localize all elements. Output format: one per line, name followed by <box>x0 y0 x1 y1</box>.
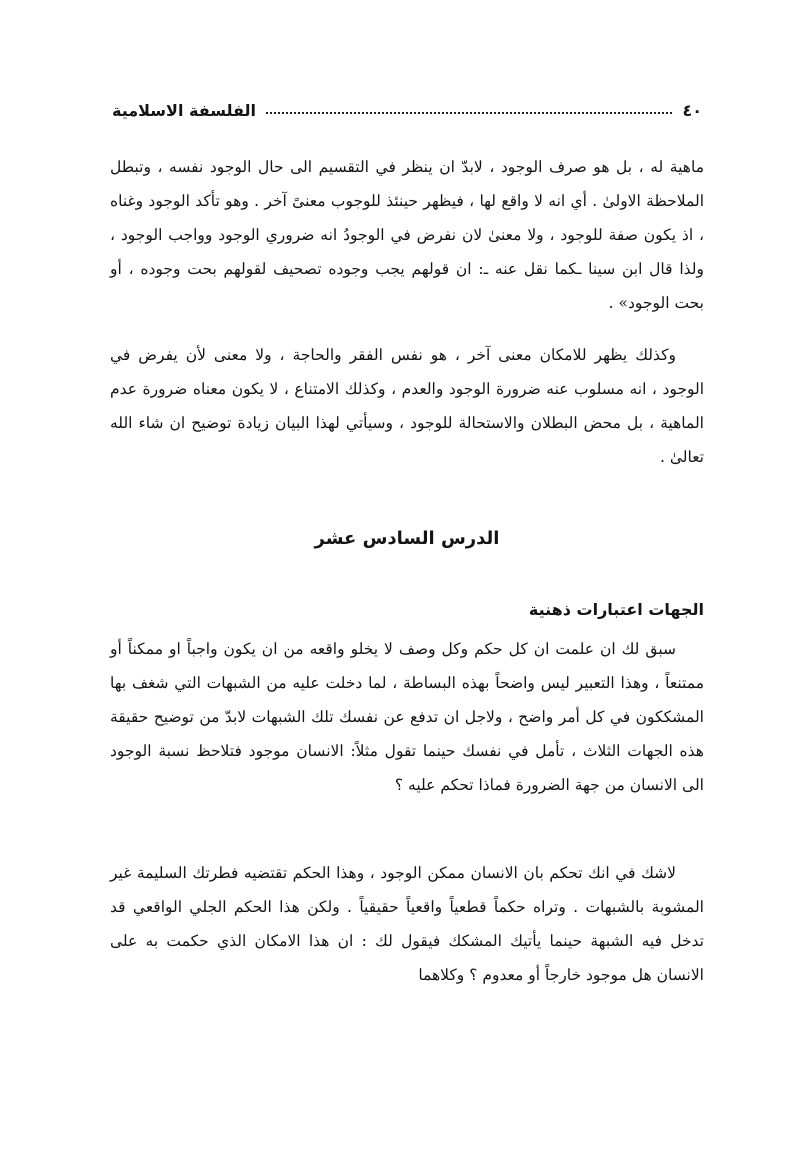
dot-leader <box>266 112 672 114</box>
paragraph-2: وكذلك يظهر للامكان معنى آخر ، هو نفس الفقر والحاجة ، ولا معنى لأن يفرض في الوجود ، انه مسلوب عنه ضرورة الوجود والعدم ، وكذلك الامتناع ، لا يكون معناه ضرورة عدم الماهية ، بل محض البطلان والاستحالة للوجود ، وسيأتي لهذا البيان زيادة توضيح ان شاء الله تعالىٰ . <box>110 346 704 466</box>
running-header <box>112 92 702 120</box>
section-heading: الجهات اعتبارات ذهنية <box>528 600 704 619</box>
paragraph-4: لاشك في انك تحكم بان الانسان ممكن الوجود ، وهذا الحكم تقتضيه فطرتك السليمة غير المشوبة بالشبهات . وتراه حكماً قطعياً واقعياً حقيقياً . ولكن هذا الحكم الجلي الواقعي قد تدخل فيه الشبهة حينما يأتيك المشكك فيقول لك : ان هذا الامكان الذي حكمت به على الانسان هل موجود خارجاً أو معدوم ؟ وكلاهما <box>110 864 704 984</box>
paragraph-1: ماهية له ، بل هو صرف الوجود ، لابدّ ان ينظر في التقسيم الى حال الوجود نفسه ، وتبطل الملاحظة الاولىٰ . أي انه لا واقع لها ، فيظهر حينئذ للوجوب معنىً آخر . وهو تأكد الوجود وغناه ، اذ يكون صفة للوجود ، ولا معنىٰ لان نفرض في الوجودُ انه ضروري الوجود وواجب الوجود ، ولذا قال ابن سينا ـكما نقل عنه ـ: ان قولهم يجب وجوده تصحيف لقولهم بحت وجوده ، أو بحت الوجود» . <box>110 158 704 312</box>
book-title: الفلسفة الاسلامية <box>112 101 257 120</box>
page-number: ٤٠ <box>682 101 702 120</box>
paragraph-3: سبق لك ان علمت ان كل حكم وكل وصف لا يخلو واقعه من ان يكون واجباً او ممكناً أو ممتنعاً ، وهذا التعبير ليس واضحاً بهذه البساطة ، لما دخلت عليه من الشبهات التي شغف بها المشككون في كل أمر واضح ، ولاجل ان تدفع عن نفسك تلك الشبهات لابدّ من توضيح حقيقة هذه الجهات الثلاث ، تأمل في نفسك حينما تقول مثلاً: الانسان موجود فتلاحظ نسبة الوجود الى الانسان من جهة الضرورة فماذا تحكم عليه ؟ <box>110 640 704 794</box>
lesson-title: الدرس السادس عشر <box>314 528 500 549</box>
